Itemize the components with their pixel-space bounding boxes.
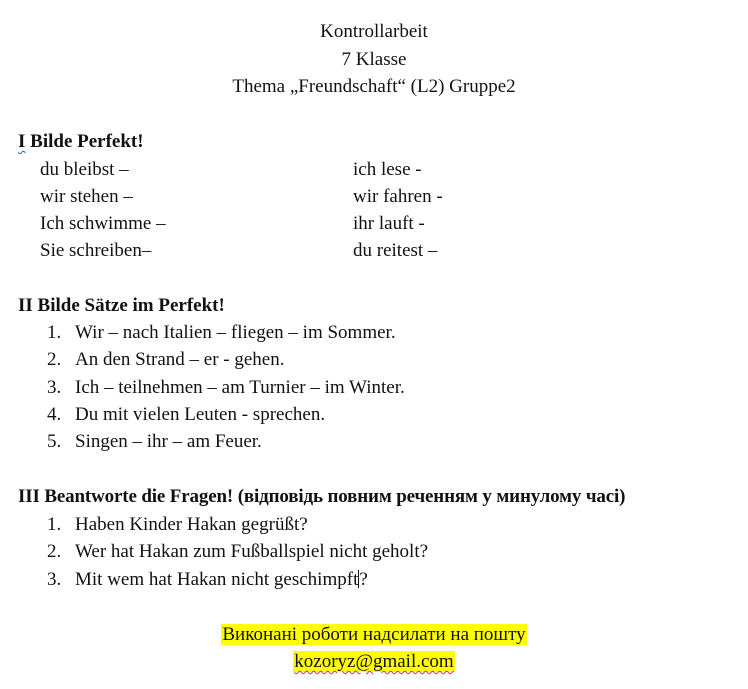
doc-title: Kontrollarbeit	[320, 21, 428, 42]
verb-left-2: wir stehen –	[40, 186, 133, 207]
verb-right-2: wir fahren -	[353, 186, 443, 207]
section3-title: III Beantworte die Fragen! (відповідь повним реченням у минулому часі)	[18, 486, 626, 507]
list-item-number: 2.	[47, 541, 62, 562]
list-item-text: Mit wem hat Hakan nicht geschimpft	[75, 569, 359, 590]
list-item-text: An den Strand – er - gehen.	[75, 349, 285, 370]
list-item	[47, 401, 325, 428]
list-item[interactable]	[47, 566, 368, 593]
submission-notice	[0, 621, 748, 648]
list-item-number: 1.	[47, 322, 62, 343]
verb-right-3: ihr lauft -	[353, 213, 425, 234]
doc-class: 7 Klasse	[341, 49, 407, 70]
verb-left-1: du bleibst –	[40, 159, 129, 180]
list-item	[47, 346, 284, 373]
list-item-text: Du mit vielen Leuten - sprechen.	[75, 404, 326, 425]
list-item	[47, 511, 308, 538]
list-item-text-end: ?	[359, 569, 368, 590]
list-item-text: Wer hat Hakan zum Fußballspiel nicht geholt?	[75, 541, 429, 562]
list-item-number: 4.	[47, 404, 62, 425]
verb-right-4: du reitest –	[353, 240, 438, 261]
section1-title-numeral: I	[18, 131, 26, 152]
list-item	[47, 538, 428, 565]
list-item	[47, 319, 396, 346]
list-item	[47, 428, 262, 455]
list-item-text: Wir – nach Italien – fliegen – im Sommer.	[75, 322, 396, 343]
list-item-number: 3.	[47, 377, 62, 398]
submission-notice-text: Виконані роботи надсилати на пошту	[222, 624, 526, 645]
verb-right-1: ich lese -	[353, 159, 422, 180]
verb-left-3: Ich schwimme –	[40, 213, 166, 234]
list-item-number: 1.	[47, 514, 62, 535]
section1-title-text: Bilde Perfekt!	[25, 131, 144, 152]
list-item-text: Singen – ihr – am Feuer.	[75, 431, 262, 452]
verb-left-4: Sie schreiben–	[40, 240, 152, 261]
list-item-text: Haben Kinder Hakan gegrüßt?	[75, 514, 308, 535]
list-item-number: 2.	[47, 349, 62, 370]
section1-title	[18, 128, 144, 155]
doc-theme: Thema „Freundschaft“ (L2) Gruppe2	[232, 76, 516, 97]
list-item-text: Ich – teilnehmen – am Turnier – im Winter.	[75, 377, 405, 398]
list-item-number: 3.	[47, 569, 62, 590]
list-item-number: 5.	[47, 431, 62, 452]
section2-title: II Bilde Sätze im Perfekt!	[18, 295, 225, 316]
submission-email[interactable]	[0, 648, 748, 675]
email-link[interactable]: kozoryz@gmail.com	[294, 651, 454, 672]
list-item	[47, 374, 405, 401]
